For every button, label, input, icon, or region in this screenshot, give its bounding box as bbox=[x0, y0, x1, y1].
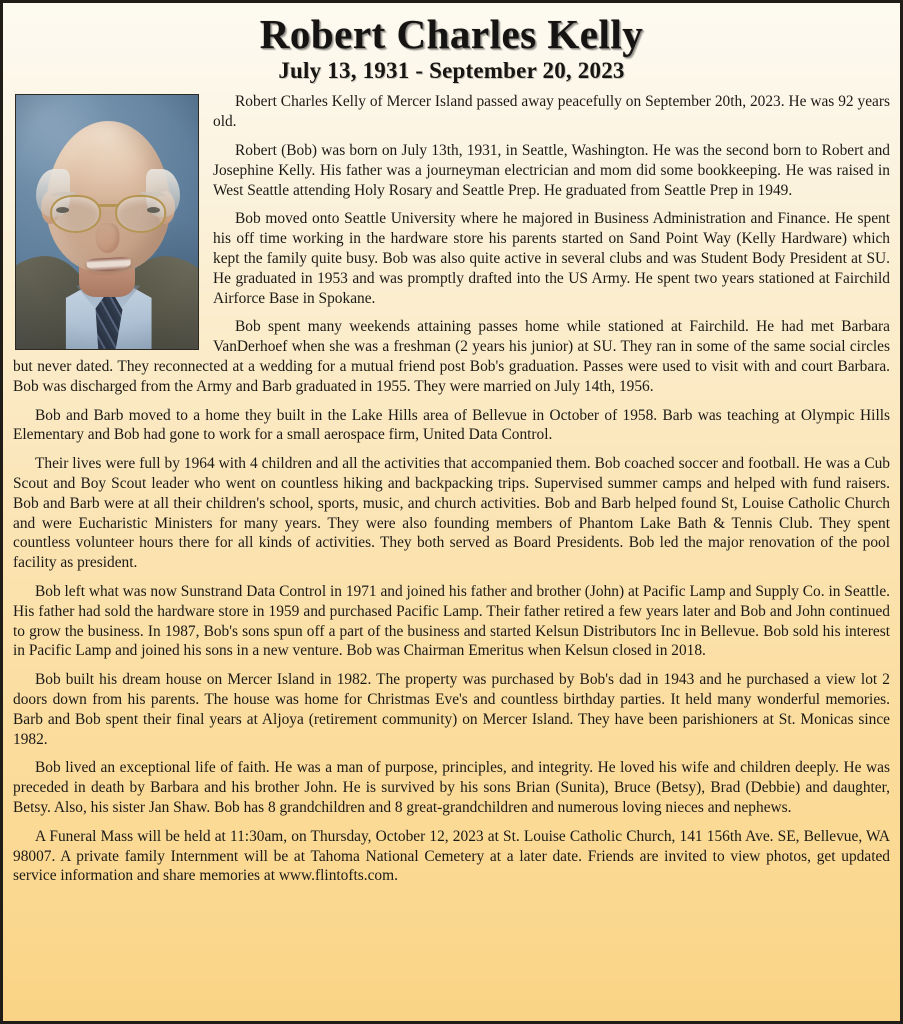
obituary-body bbox=[3, 92, 900, 892]
obituary-paragraph: Their lives were full by 1964 with 4 children and all the activities that accompanied them. Bob coached soccer and football. He was a Cub Scout and Boy Scout leader who went on countless hiking and backpacking trips. Supervised summer camps and helped with fund raisers. Bob and Barb were at all their children's school, sports, music, and church activities. Bob and Barb helped found St, Louise Catholic Church and were Eucharistic Ministers for many years. They were also founding members of Phantom Lake Bath & Tennis Club. They spent countless volunteer hours there for all kinds of activities. They both served as Board Presidents. Bob led the major renovation of the pool facility as president. bbox=[13, 455, 890, 572]
obituary-paragraph: Robert Charles Kelly of Mercer Island passed away peacefully on September 20th, 2023. He was 92 years old. bbox=[213, 93, 890, 131]
lens-right bbox=[115, 195, 166, 233]
page-title: Robert Charles Kelly bbox=[259, 11, 644, 57]
obituary-paragraph: Bob built his dream house on Mercer Island in 1982. The property was purchased by Bob's dad in 1943 and he purchased a view lot 2 doors down from his parents. The house was home for Christmas Eve's and countless birthday parties. It held many wonderful memories. Barb and Bob spent their final years at Aljoya (retirement community) on Mercer Island. They have been parishioners at St. Monicas since 1982. bbox=[13, 671, 890, 748]
lens-left bbox=[50, 195, 101, 233]
obituary-paragraph: Bob spent many weekends attaining passes home while stationed at Fairchild. He had met Barbara VanDerhoef when she was a freshman (2 years his junior) at SU. They ran in some of the same social circles but never dated. They reconnected at a wedding for a mutual friend post Bob's graduation. Passes were used to visit with and court Barbara. Bob was discharged from the Army and Barb graduated in 1955. They were married on July 14th, 1956. bbox=[13, 318, 890, 395]
service-details-paragraph: A Funeral Mass will be held at 11:30am, on Thursday, October 12, 2023 at St. Louise Catholic Church, 141 156th Ave. SE, Bellevue, WA 98007. A private family Internment will be at Tahoma National Cemetery at a later date. Friends are invited to view photos, get updated service information and share memories at www.flintofts.com. bbox=[13, 827, 890, 885]
obituary-paragraph: Bob and Barb moved to a home they built in the Lake Hills area of Bellevue in October of 1958. Barb was teaching at Olympic Hills Elementary and Bob had gone to work for a small aerospace firm, United Data Control. bbox=[13, 406, 890, 444]
portrait-photo bbox=[15, 94, 199, 350]
life-dates: July 13, 1931 - September 20, 2023 bbox=[278, 58, 625, 84]
obituary-paragraph: Bob lived an exceptional life of faith. He was a man of purpose, principles, and integrity. He loved his wife and children deeply. He was preceded in death by Barbara and his brother John. He is survived by his sons Brian (Sunita), Bruce (Betsy), Brad (Debbie) and daughter, Betsy. Also, his sister Jan Shaw. Bob has 8 grandchildren and 8 great-grandchildren and numerous loving nieces and nephews. bbox=[13, 759, 890, 816]
obituary-header bbox=[3, 3, 900, 92]
obituary-paragraph: Bob moved onto Seattle University where he majored in Business Administration and Finance. He spent his off time working in the hardware store his parents started on Sand Point Way (Kelly Hardware) which kept the family quite busy. Bob was also quite active in several clubs and was Student Body President at SU. He graduated in 1953 and was promptly drafted into the US Army. He spent two years stationed at Fairchild Airforce Base in Spokane. bbox=[213, 210, 890, 307]
obituary-paragraph: Bob left what was now Sunstrand Data Control in 1971 and joined his father and brother (John) at Pacific Lamp and Supply Co. in Seattle. His father had sold the hardware store in 1959 and purchased Pacific Lamp. Their father retired a few years later and Bob and John continued to grow the business. In 1987, Bob's sons spun off a part of the business and started Kelsun Distributors Inc in Bellevue. Bob sold his interest in Pacific Lamp and joined his sons in a new venture. Bob was Chairman Emeritus when Kelsun closed in 2018. bbox=[13, 582, 890, 660]
nose bbox=[95, 223, 119, 253]
obituary-paragraph: Robert (Bob) was born on July 13th, 1931, in Seattle, Washington. He was the second born to Robert and Josephine Kelly. His father was a journeyman electrician and mom did some bookkeeping. He was raised in West Seattle attending Holy Rosary and Seattle Prep. He graduated from Seattle Prep in 1949. bbox=[213, 142, 890, 199]
